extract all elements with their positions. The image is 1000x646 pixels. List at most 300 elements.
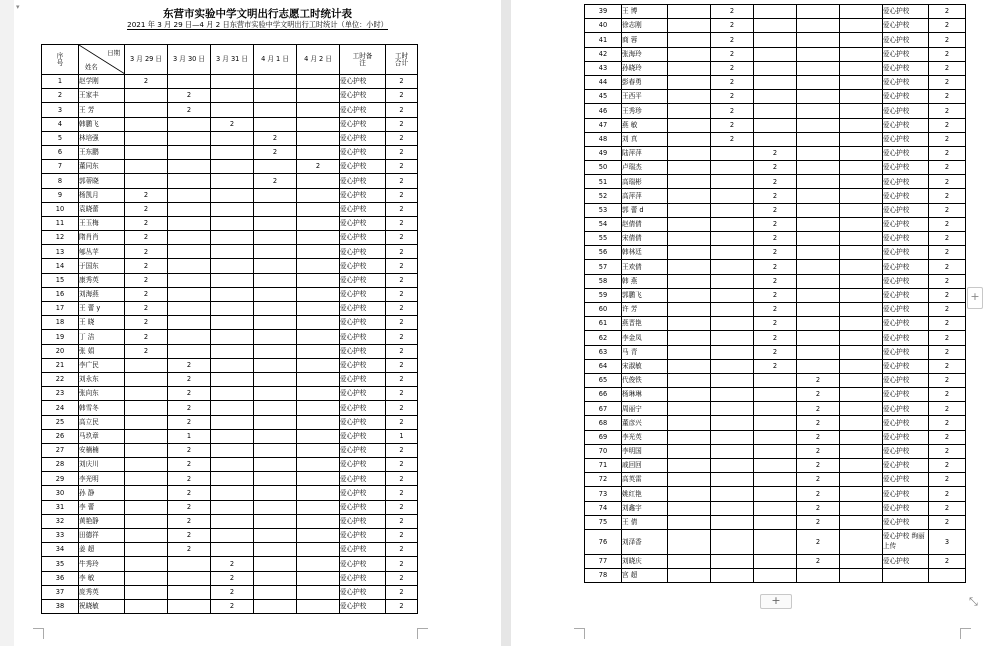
hours-cell (840, 5, 883, 19)
hours-cell (211, 188, 254, 202)
hours-cell (254, 160, 297, 174)
table-row (585, 146, 966, 160)
hours-cell (668, 189, 711, 203)
total-cell: 2 (386, 273, 418, 287)
hours-cell (211, 514, 254, 528)
hours-cell (254, 401, 297, 415)
hours-cell (797, 161, 840, 175)
hours-cell (168, 344, 211, 358)
hours-cell: 2 (168, 401, 211, 415)
hours-cell (125, 415, 168, 429)
note-cell: 爱心护校 (883, 515, 929, 529)
hours-cell (211, 372, 254, 386)
table-row (42, 344, 418, 358)
hours-cell (840, 203, 883, 217)
note-cell: 爱心护校 (340, 401, 386, 415)
hours-cell: 2 (711, 5, 754, 19)
hours-cell (754, 5, 797, 19)
note-cell: 爱心护校 (883, 345, 929, 359)
hours-cell (797, 217, 840, 231)
total-cell: 2 (929, 104, 966, 118)
table-header-row (42, 45, 418, 75)
note-cell: 爱心护校 (340, 387, 386, 401)
hours-cell (668, 33, 711, 47)
hours-cell: 2 (211, 557, 254, 571)
seq-cell: 26 (42, 429, 79, 443)
table-row (585, 288, 966, 302)
hours-cell (211, 543, 254, 557)
table-row (42, 160, 418, 174)
name-cell: 张向东 (79, 387, 125, 401)
hours-cell: 2 (754, 161, 797, 175)
name-cell: 陆萍萍 (622, 146, 668, 160)
seq-cell: 56 (585, 246, 622, 260)
name-cell: 卢瑞杰 (622, 161, 668, 175)
hours-cell: 2 (168, 514, 211, 528)
hours-cell (211, 202, 254, 216)
hours-cell: 2 (125, 216, 168, 230)
hours-cell (254, 486, 297, 500)
note-cell: 爱心护校 (883, 75, 929, 89)
hours-cell (254, 599, 297, 613)
note-cell: 爱心护校 (340, 160, 386, 174)
total-cell: 2 (386, 599, 418, 613)
hours-cell (211, 472, 254, 486)
note-cell: 爱心护校 (883, 487, 929, 501)
total-cell: 2 (386, 472, 418, 486)
hours-cell (297, 145, 340, 159)
seq-cell: 54 (585, 217, 622, 231)
hours-cell (668, 161, 711, 175)
note-cell: 爱心护校 (340, 500, 386, 514)
name-cell: 李光英 (622, 430, 668, 444)
hours-cell: 2 (754, 317, 797, 331)
table-row (585, 402, 966, 416)
hours-cell: 2 (754, 203, 797, 217)
hours-cell (797, 345, 840, 359)
page-corner-mark (574, 628, 585, 639)
table-row (585, 246, 966, 260)
table-row (585, 569, 966, 583)
hours-cell (211, 103, 254, 117)
name-cell: 李光明 (79, 472, 125, 486)
note-cell: 爱心护校 (883, 189, 929, 203)
total-cell: 2 (386, 202, 418, 216)
note-cell: 爱心护校 (883, 459, 929, 473)
name-cell: 燕晋艳 (622, 317, 668, 331)
note-cell: 爱心护校 (883, 104, 929, 118)
note-cell: 爱心护校 (340, 529, 386, 543)
hours-cell (754, 473, 797, 487)
seq-cell: 32 (42, 514, 79, 528)
hours-cell (840, 175, 883, 189)
hours-cell (211, 401, 254, 415)
total-cell: 2 (929, 217, 966, 231)
name-cell: 李广民 (79, 358, 125, 372)
seq-cell: 43 (585, 61, 622, 75)
hours-cell (668, 302, 711, 316)
hours-cell (168, 216, 211, 230)
hours-cell (297, 443, 340, 457)
hours-cell: 2 (711, 61, 754, 75)
name-cell: 郭 蕾 d (622, 203, 668, 217)
hours-cell (797, 331, 840, 345)
total-cell: 2 (386, 387, 418, 401)
hours-cell (211, 75, 254, 89)
hours-cell (754, 47, 797, 61)
table-resize-icon[interactable]: ⤡ (969, 595, 978, 608)
hours-cell (297, 245, 340, 259)
total-cell: 2 (386, 486, 418, 500)
hours-cell (297, 571, 340, 585)
hours-cell (668, 459, 711, 473)
note-cell: 爱心护校 (883, 61, 929, 75)
total-cell: 2 (386, 259, 418, 273)
total-cell: 2 (929, 302, 966, 316)
hours-cell (668, 331, 711, 345)
table-row (585, 203, 966, 217)
hours-cell (840, 260, 883, 274)
hours-cell (797, 246, 840, 260)
hours-cell: 2 (754, 359, 797, 373)
seq-cell: 64 (585, 359, 622, 373)
hours-cell: 2 (754, 217, 797, 231)
seq-cell: 68 (585, 416, 622, 430)
hours-cell (668, 5, 711, 19)
note-cell (883, 569, 929, 583)
hours-cell (797, 189, 840, 203)
hours-cell (711, 515, 754, 529)
name-cell: 刘泽香 (622, 529, 668, 554)
seq-cell: 7 (42, 160, 79, 174)
hours-cell (711, 554, 754, 568)
header-diagonal-cell (79, 45, 125, 75)
name-cell: 姚红艳 (622, 487, 668, 501)
total-cell: 2 (386, 585, 418, 599)
hours-cell (168, 316, 211, 330)
name-cell: 丁 洁 (79, 330, 125, 344)
hours-cell (254, 75, 297, 89)
hours-cell (711, 416, 754, 430)
hours-cell: 2 (797, 529, 840, 554)
hours-cell (125, 571, 168, 585)
name-cell: 宋淑敏 (622, 359, 668, 373)
hours-cell (840, 331, 883, 345)
hours-cell (754, 90, 797, 104)
name-cell: 李金凤 (622, 331, 668, 345)
hours-cell (840, 33, 883, 47)
hours-cell (668, 274, 711, 288)
hours-cell (254, 458, 297, 472)
table-row (585, 444, 966, 458)
page-gap (501, 0, 511, 646)
hours-cell (297, 202, 340, 216)
note-cell: 爱心护校 (883, 359, 929, 373)
table-row (585, 75, 966, 89)
hours-cell: 2 (711, 90, 754, 104)
hours-cell (668, 515, 711, 529)
hours-cell (668, 47, 711, 61)
hours-cell (840, 529, 883, 554)
hours-cell (840, 19, 883, 33)
hours-cell: 2 (125, 245, 168, 259)
hours-cell (668, 203, 711, 217)
hours-cell (668, 61, 711, 75)
hours-cell (754, 132, 797, 146)
seq-cell: 60 (585, 302, 622, 316)
hours-cell (297, 458, 340, 472)
name-cell: 徐志刚 (622, 19, 668, 33)
hours-cell (297, 358, 340, 372)
table-row (42, 117, 418, 131)
total-cell: 2 (929, 331, 966, 345)
hours-cell (754, 529, 797, 554)
note-cell: 爱心护校 (340, 472, 386, 486)
document-page-2 (511, 0, 1000, 646)
hours-cell (797, 274, 840, 288)
page-corner-mark (417, 628, 428, 639)
name-cell: 庞秀英 (79, 585, 125, 599)
table-row (42, 231, 418, 245)
name-cell: 林培强 (79, 131, 125, 145)
table-row (585, 331, 966, 345)
total-cell: 2 (929, 203, 966, 217)
hours-cell (840, 487, 883, 501)
total-cell: 2 (386, 216, 418, 230)
hours-cell (840, 554, 883, 568)
hours-cell (254, 188, 297, 202)
hours-cell (840, 274, 883, 288)
hours-cell (668, 19, 711, 33)
hours-cell (797, 47, 840, 61)
note-cell: 爱心护校 (340, 103, 386, 117)
seq-cell: 49 (585, 146, 622, 160)
table-row (585, 161, 966, 175)
name-cell: 李 敏 (79, 571, 125, 585)
hours-cell (125, 89, 168, 103)
seq-cell: 42 (585, 47, 622, 61)
note-cell: 爱心护校 (883, 331, 929, 345)
hours-cell (125, 599, 168, 613)
hours-cell: 2 (125, 259, 168, 273)
name-cell: 刘海燕 (79, 287, 125, 301)
header-date-5: 4 月 2 日 (297, 45, 340, 75)
note-cell: 爱心护校 (883, 232, 929, 246)
hours-cell (711, 302, 754, 316)
hours-cell (254, 216, 297, 230)
seq-cell: 71 (585, 459, 622, 473)
name-cell: 杨琳琳 (622, 388, 668, 402)
hours-cell (840, 459, 883, 473)
hours-cell (840, 373, 883, 387)
total-cell: 2 (386, 231, 418, 245)
seq-cell: 27 (42, 443, 79, 457)
name-cell: 黄艳静 (79, 514, 125, 528)
total-cell: 2 (929, 373, 966, 387)
hours-cell (754, 61, 797, 75)
hours-cell: 2 (797, 444, 840, 458)
table-row (42, 316, 418, 330)
table-row (585, 90, 966, 104)
hours-cell (297, 231, 340, 245)
seq-cell: 9 (42, 188, 79, 202)
hours-cell (840, 217, 883, 231)
hours-cell (754, 388, 797, 402)
hours-cell: 2 (168, 103, 211, 117)
table-row (585, 33, 966, 47)
hours-cell (711, 345, 754, 359)
table-row (42, 429, 418, 443)
note-cell: 爱心护校 (340, 514, 386, 528)
note-cell: 爱心护校 (340, 458, 386, 472)
hours-cell (168, 599, 211, 613)
hours-cell (125, 543, 168, 557)
hours-cell (668, 288, 711, 302)
seq-cell: 63 (585, 345, 622, 359)
table-row (42, 415, 418, 429)
seq-cell: 16 (42, 287, 79, 301)
total-cell: 2 (929, 232, 966, 246)
hours-cell (711, 331, 754, 345)
total-cell: 2 (929, 90, 966, 104)
hours-cell (840, 246, 883, 260)
hours-cell (211, 358, 254, 372)
note-cell: 爱心护校 (883, 47, 929, 61)
hours-cell (168, 117, 211, 131)
hours-cell (711, 161, 754, 175)
table-row (42, 401, 418, 415)
table-row (42, 486, 418, 500)
hours-cell (840, 317, 883, 331)
hours-cell (797, 146, 840, 160)
hours-cell (125, 160, 168, 174)
name-cell: 王 倩 (622, 515, 668, 529)
hours-cell (125, 145, 168, 159)
hours-cell (168, 245, 211, 259)
name-cell: 彭春勇 (622, 75, 668, 89)
hours-cell (254, 585, 297, 599)
seq-cell: 1 (42, 75, 79, 89)
hours-cell (840, 473, 883, 487)
note-cell: 爱心护校 (883, 288, 929, 302)
hours-cell (168, 273, 211, 287)
hours-cell: 2 (754, 345, 797, 359)
hours-cell (711, 529, 754, 554)
hours-cell: 2 (797, 430, 840, 444)
name-cell: 戚回回 (622, 459, 668, 473)
hours-cell (840, 75, 883, 89)
hours-cell (254, 287, 297, 301)
total-cell: 2 (386, 131, 418, 145)
hours-cell (125, 472, 168, 486)
hours-cell (797, 569, 840, 583)
hours-cell (668, 260, 711, 274)
hours-cell (254, 500, 297, 514)
hours-cell (211, 89, 254, 103)
hours-cell (297, 302, 340, 316)
hours-cell (297, 500, 340, 514)
note-cell: 爱心护校 (340, 571, 386, 585)
hours-cell (254, 415, 297, 429)
hours-cell: 2 (754, 232, 797, 246)
hours-cell: 2 (754, 246, 797, 260)
hours-cell: 2 (168, 358, 211, 372)
table-row (585, 61, 966, 75)
hours-cell (254, 344, 297, 358)
hours-cell: 2 (297, 160, 340, 174)
note-cell: 爱心护校 (340, 131, 386, 145)
name-cell: 赵学刚 (79, 75, 125, 89)
total-cell: 2 (386, 103, 418, 117)
total-cell: 2 (929, 345, 966, 359)
seq-cell: 6 (42, 145, 79, 159)
hours-cell: 2 (797, 388, 840, 402)
hours-cell (797, 5, 840, 19)
note-cell: 爱心护校 (340, 557, 386, 571)
hours-cell (840, 345, 883, 359)
note-cell: 爱心护校 (340, 287, 386, 301)
add-row-button[interactable]: + (760, 594, 792, 609)
total-cell: 2 (929, 274, 966, 288)
hours-cell (125, 387, 168, 401)
hours-cell (297, 174, 340, 188)
hours-cell (711, 274, 754, 288)
total-cell: 2 (929, 61, 966, 75)
table-row (42, 443, 418, 457)
hours-cell (254, 358, 297, 372)
hours-cell (711, 569, 754, 583)
seq-cell: 30 (42, 486, 79, 500)
hours-cell (297, 117, 340, 131)
table-row (585, 515, 966, 529)
hours-cell (125, 131, 168, 145)
hours-cell (840, 430, 883, 444)
table-row (585, 529, 966, 554)
hours-cell (211, 486, 254, 500)
table-row (585, 104, 966, 118)
total-cell: 2 (929, 459, 966, 473)
total-cell: 2 (929, 146, 966, 160)
seq-cell: 55 (585, 232, 622, 246)
hours-cell (840, 501, 883, 515)
note-cell: 爱心护校 (883, 373, 929, 387)
hours-cell (668, 118, 711, 132)
table-row (42, 458, 418, 472)
hours-cell (668, 529, 711, 554)
name-cell: 许 芳 (622, 302, 668, 316)
table-row (42, 75, 418, 89)
table-row (585, 373, 966, 387)
nav-caret-icon[interactable]: ▾ (16, 3, 20, 11)
seq-cell: 61 (585, 317, 622, 331)
hours-cell (297, 103, 340, 117)
table-row (585, 388, 966, 402)
seq-cell: 11 (42, 216, 79, 230)
table-row (42, 557, 418, 571)
table-row (585, 487, 966, 501)
add-column-button[interactable]: + (967, 287, 983, 309)
hours-cell (254, 117, 297, 131)
hours-cell (668, 487, 711, 501)
name-cell: 韩林廷 (622, 246, 668, 260)
table-row (585, 175, 966, 189)
hours-cell (254, 529, 297, 543)
name-cell: 赵倩倩 (622, 217, 668, 231)
seq-cell: 53 (585, 203, 622, 217)
header-date-3: 3 月 31 日 (211, 45, 254, 75)
total-cell: 2 (386, 245, 418, 259)
name-cell: 王东鹏 (79, 145, 125, 159)
